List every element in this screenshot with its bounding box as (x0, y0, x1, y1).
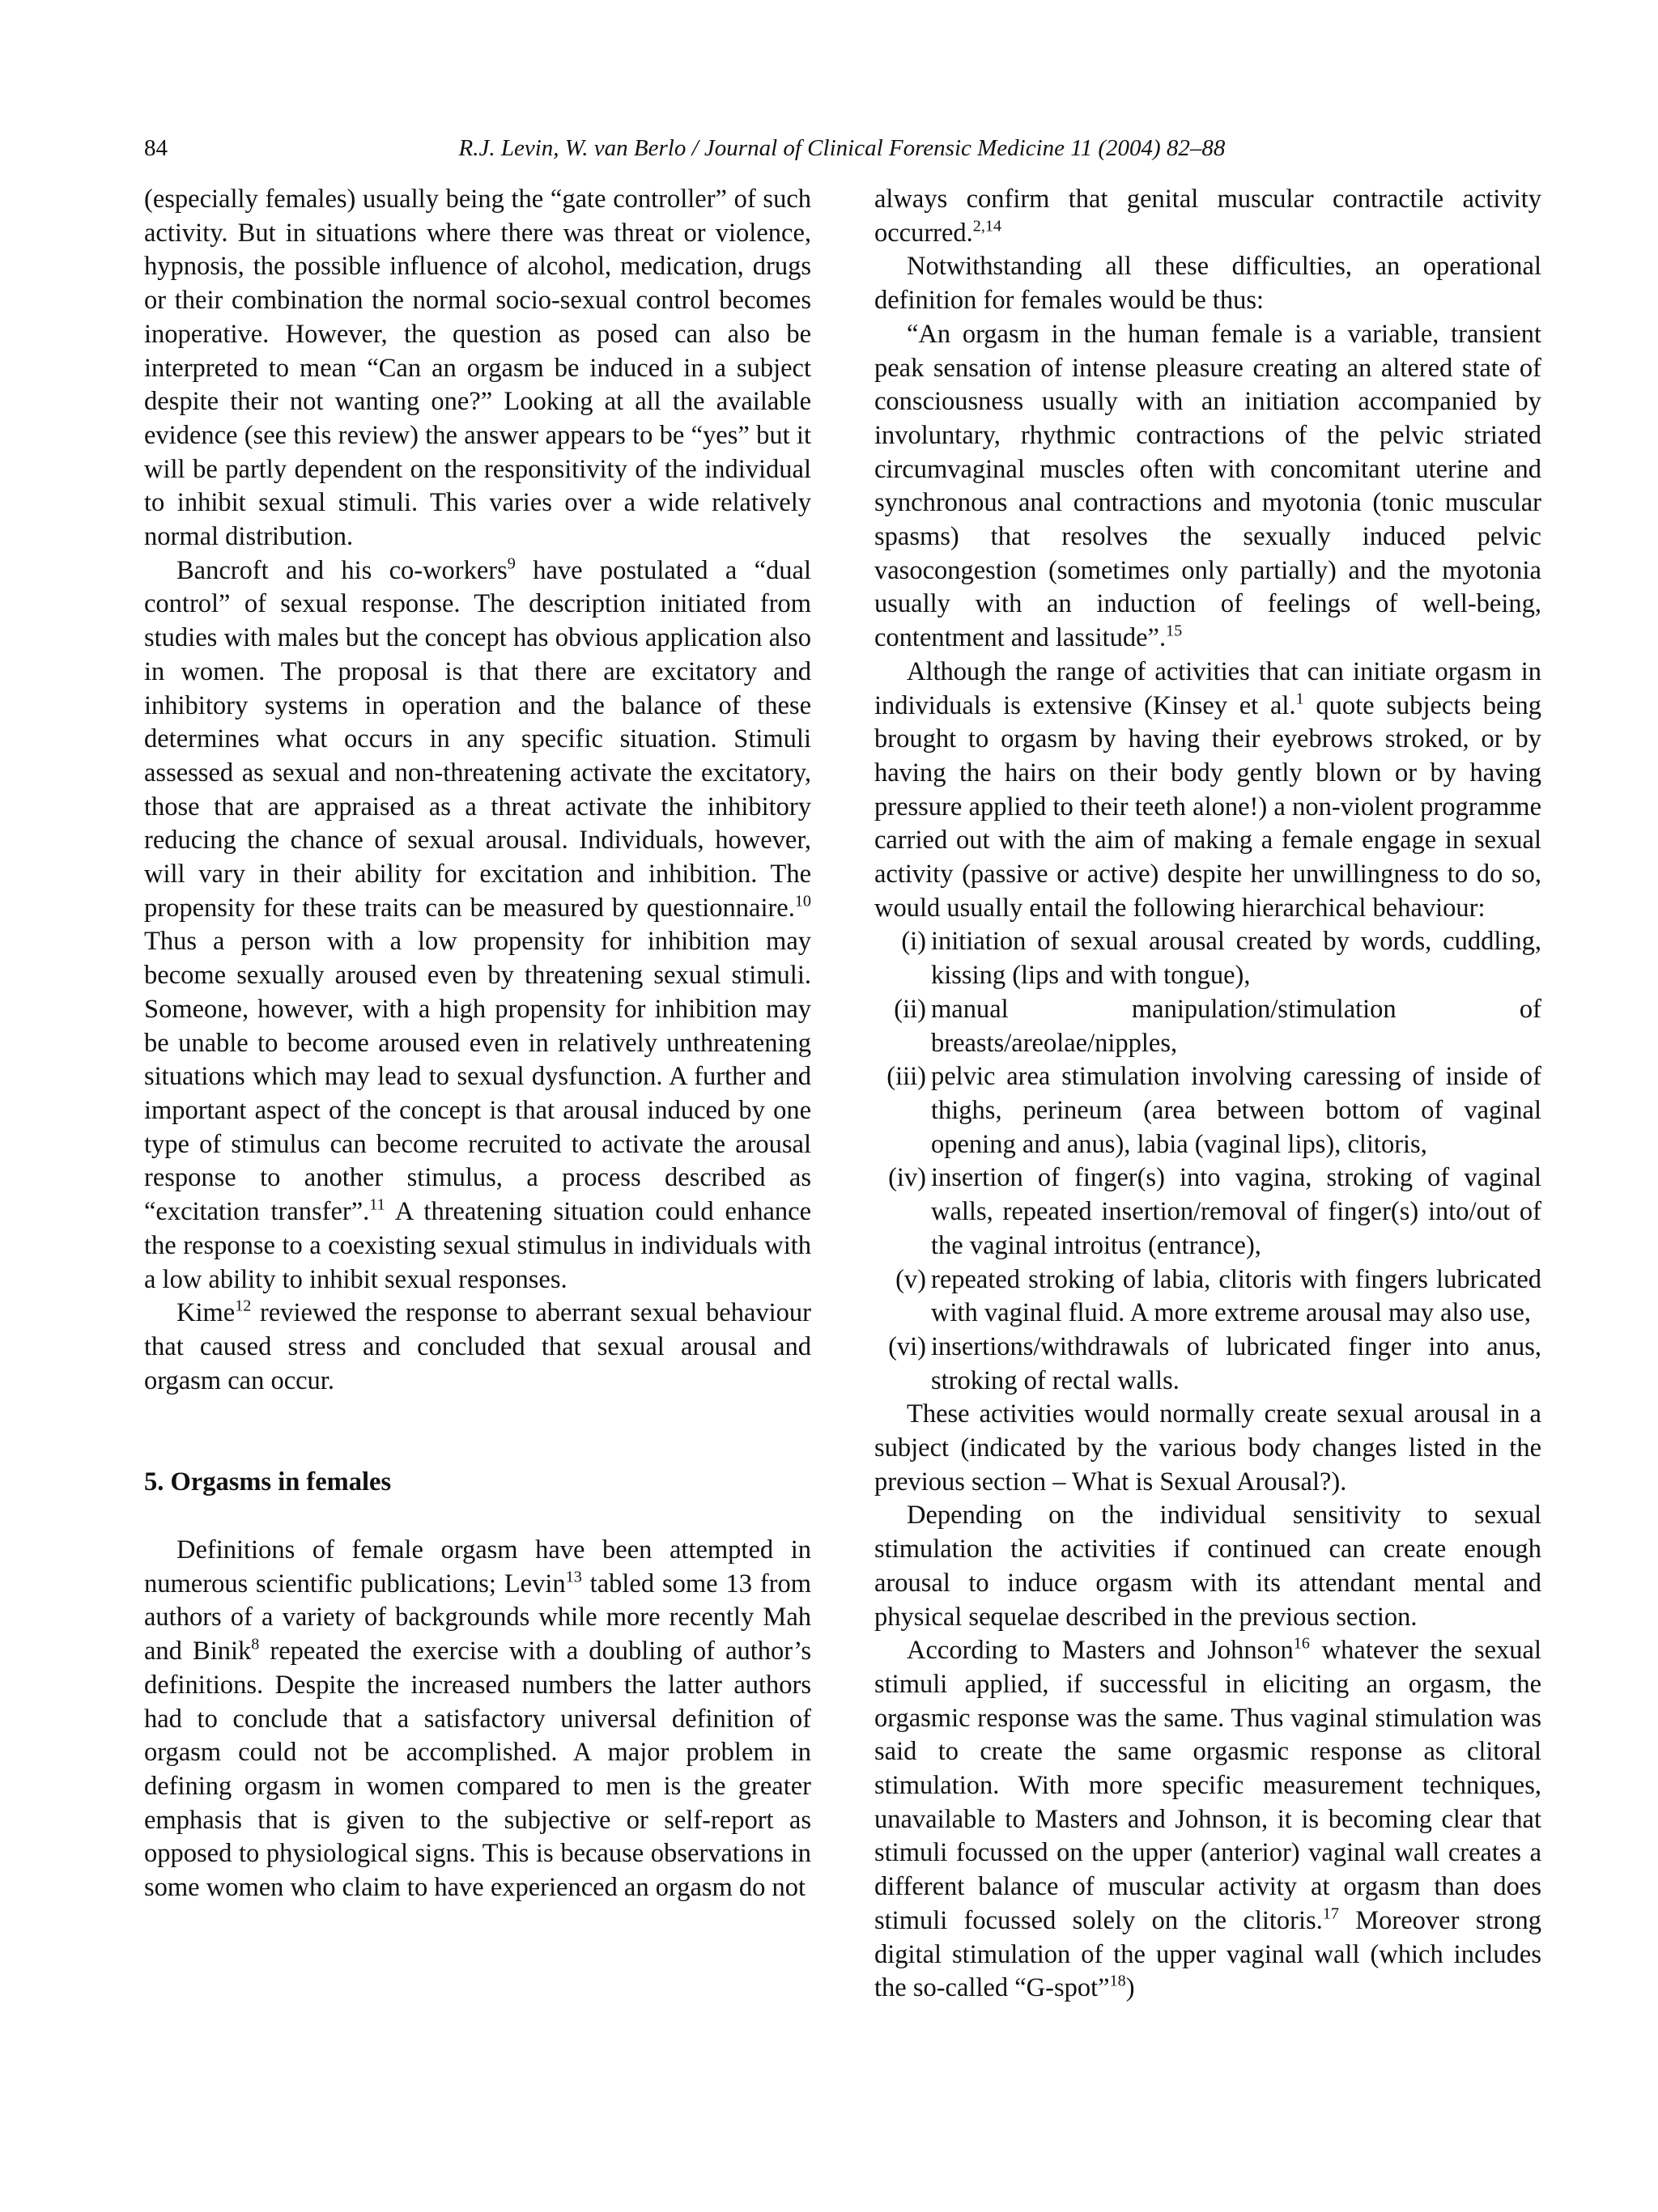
list-number: (i) (901, 927, 926, 957)
citation-ref: 13 (565, 1568, 582, 1586)
citation-ref: 17 (1322, 1904, 1339, 1923)
citation-ref: 10 (794, 892, 811, 911)
page-header (144, 128, 1540, 168)
text-run: “An orgasm in the human female is a variable, transient peak sensation of intense pleasure creating an altered state of consciousness usually with an initiation accompanied by involuntary, rhythmic contractions of the pelvic striated circumvaginal muscles often with concomitant uterine and synchronous anal contractions and myotonia (tonic muscular spasms) that resolves the sexually induced pelvic vasocongestion (sometimes only partially) and the myotonia usually with an induction of feelings of well-being, contentment and lassitude”. (874, 319, 1541, 653)
citation-ref: 16 (1293, 1634, 1310, 1653)
text-run: repeated the exercise with a doubling of author’s definitions. Despite the increased numbers the latter authors had to conclude that a satisfactory universal definition of orgasm could not be accomplished. A major problem in defining orgasm in women compared to men is the greater emphasis that is given to the subjective or self-report as opposed to physiological signs. This is because observations in some women who claim to have experienced an orgasm do not (144, 1637, 811, 1903)
list-text: insertion of finger(s) into vagina, stroking of vaginal walls, repeated insertion/removal of finger(s) into/out of the vaginal introitus (entrance), (931, 1163, 1541, 1260)
list-item (874, 1161, 1541, 1263)
list-text: repeated stroking of labia, clitoris with fingers lubricated with vaginal fluid. A more extreme arousal may also use, (931, 1264, 1541, 1328)
running-title: R.J. Levin, W. van Berlo / Journal of Clinical Forensic Medicine 11 (2004) 82–88 (458, 135, 1226, 161)
list-text: pelvic area stimulation involving caressing of inside of thighs, perineum (area between bottom of vaginal opening and anus), labia (vaginal lips), clitoris, (931, 1062, 1541, 1159)
paragraph: These activities would normally create sexual arousal in a subject (indicated by the various body changes listed in the previous section – What is Sexual Arousal?). (874, 1399, 1541, 1497)
list-text: initiation of sexual arousal created by words, cuddling, kissing (lips and with tongue), (931, 927, 1541, 991)
text-run: Thus a person with a low propensity for inhibition may become sexually aroused even by threatening sexual stimuli. Someone, however, with a high propensity for inhibition may be unable to become aroused even in relatively unthreatening situations which may lead to sexual dysfunction. A further and important aspect of the concept is that arousal induced by one type of stimulus can become recruited to activate the arousal response to another stimulus, a process described as “excitation transfer”. (144, 927, 811, 1227)
paragraph (144, 1534, 811, 1905)
paragraph: (especially females) usually being the “gate controller” of such activity. But in situations where there was threat or violence, hypnosis, the possible influence of alcohol, medication, drugs or their combination the normal socio-sexual control becomes inoperative. However, the question as posed can also be interpreted to mean “Can an orgasm be induced in a subject despite their not wanting one?” Looking at all the available evidence (see this review) the answer appears to be “yes” but it will be partly dependent on the responsitivity of the individual to inhibit sexual stimuli. This varies over a wide relatively normal distribution. (144, 185, 811, 552)
list-item (874, 925, 1541, 992)
text-run: whatever the sexual stimuli applied, if successful in eliciting an orgasm, the orgasmic response was the same. Thus vaginal stimulation was said to create the same orgasmic response as clitoral stimulation. With more specific measurement techniques, unavailable to Masters and Johnson, it is becoming clear that stimuli focussed on the upper (anterior) vaginal wall creates a different balance of muscular activity at orgasm than does stimuli focussed solely on the clitoris. (874, 1636, 1541, 1935)
text-run: Moreover strong digital stimulation of the upper vaginal wall (which includes the so-called “G-spot” (874, 1905, 1541, 2003)
section-heading: 5. Orgasms in females (144, 1467, 392, 1497)
hierarchical-behaviour-list (874, 925, 1541, 1398)
text-run: Bancroft and his co-workers (176, 555, 508, 585)
paragraph: Depending on the individual sensitivity to sexual stimulation the activities if continued can create enough arousal to induce orgasm with its attendant mental and physical sequelae described in the previous section. (874, 1501, 1541, 1632)
list-number: (v) (895, 1264, 926, 1294)
paragraph (144, 554, 811, 1297)
paragraph (874, 183, 1541, 250)
text-run: Definitions of female orgasm have been attempted in numerous scientific publications; Levin (144, 1535, 811, 1598)
definition-quote (874, 318, 1541, 656)
list-item (874, 1263, 1541, 1331)
text-run: A threatening situation could enhance the response to a coexisting sexual stimulus in individuals with a low ability to inhibit sexual responses. (144, 1197, 811, 1294)
citation-ref: 9 (507, 554, 516, 573)
citation-ref: 8 (251, 1635, 260, 1654)
list-number: (ii) (894, 994, 926, 1024)
paragraph (144, 1297, 811, 1398)
paragraph (874, 1634, 1541, 2006)
text-run: Kime (176, 1298, 236, 1328)
citation-ref: 18 (1109, 1972, 1126, 1990)
text-run: reviewed the response to aberrant sexual behaviour that caused stress and concluded that sexual arousal and orgasm can occur. (144, 1298, 811, 1395)
text-run: have postulated a “dual control” of sexual response. The description initiated from studies with males but the concept has obvious application also in women. The proposal is that there are excitatory and inhibitory systems in operation and the balance of these determines what occurs in any specific situation. Stimuli assessed as sexual and non-threatening activate the excitatory, those that are appraised as a threat activate the inhibitory reducing the chance of sexual arousal. Individuals, however, will vary in their ability for excitation and inhibition. The propensity for these traits can be measured by questionnaire. (144, 555, 811, 923)
page-number: 84 (144, 135, 168, 161)
list-item (874, 1060, 1541, 1161)
text-run: tabled some 13 from authors of a variety of backgrounds while more recently Mah and Binik (144, 1569, 811, 1666)
list-number: (vi) (888, 1331, 926, 1361)
right-column (874, 183, 1541, 2006)
text-run: always confirm that genital muscular contractile activity occurred. (874, 185, 1541, 248)
paragraph (874, 656, 1541, 926)
text-run: According to Masters and Johnson (907, 1636, 1294, 1666)
text-run: quote subjects being brought to orgasm by having their eyebrows stroked, or by having the hairs on their body gently blown or by having pressure applied to their teeth alone!) a non-violent programme carried out with the aim of making a female engage in sexual activity (passive or active) despite her unwillingness to do so, would usually entail the following hierarchical behaviour: (874, 690, 1541, 923)
citation-ref: 15 (1166, 622, 1183, 640)
citation-ref: 11 (369, 1195, 385, 1214)
paragraph: Notwithstanding all these difficulties, an operational definition for females would be thus: (874, 252, 1541, 316)
citation-ref: 12 (235, 1297, 252, 1315)
citation-ref: 2,14 (972, 217, 1002, 236)
list-number: (iii) (886, 1062, 926, 1092)
list-item (874, 993, 1541, 1060)
list-text: manual manipulation/stimulation of breasts/areolae/nipples, (931, 994, 1541, 1058)
list-number: (iv) (888, 1163, 926, 1193)
text-run: ) (1125, 1973, 1135, 2003)
list-text: insertions/withdrawals of lubricated finger into anus, stroking of rectal walls. (931, 1331, 1541, 1395)
text-run: Although the range of activities that can initiate orgasm in individuals is extensive (Kinsey et al. (874, 656, 1541, 720)
citation-ref: 1 (1295, 690, 1304, 708)
list-item (874, 1331, 1541, 1398)
left-column (144, 183, 811, 1905)
